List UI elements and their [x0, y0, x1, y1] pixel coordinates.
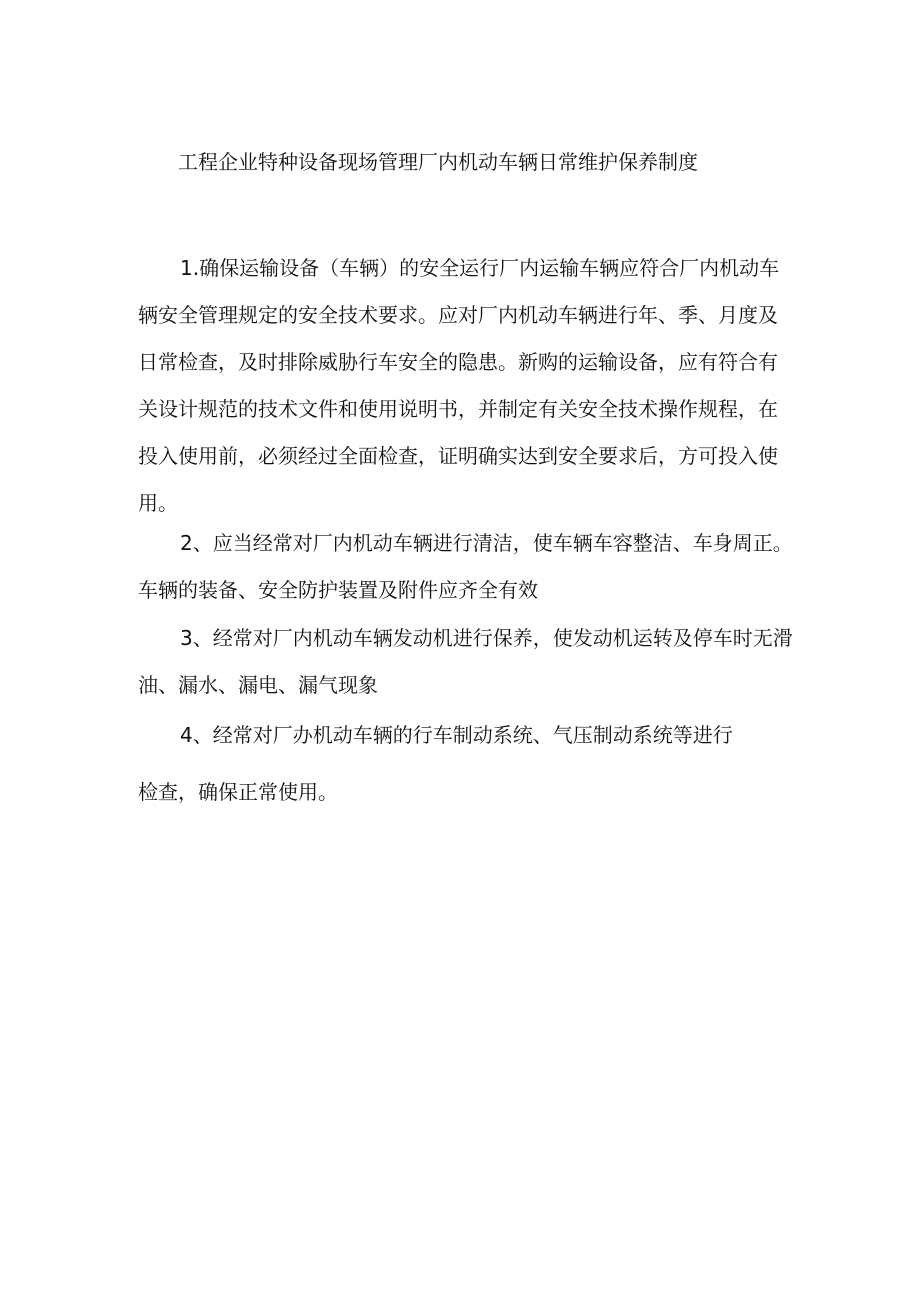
paragraph-line: 投入使用前，必须经过全面检查，证明确实达到安全要求后，方可投入使 [138, 444, 778, 468]
paragraph-line: 车辆的装备、安全防护装置及附件应齐全有效 [138, 578, 538, 602]
paragraph-4 [138, 712, 792, 816]
paragraph-line: 关设计规范的技术文件和使用说明书，并制定有关安全技术操作规程，在 [138, 397, 778, 421]
paragraph-line: 检查，确保正常使用。 [138, 780, 338, 804]
paragraph-1 [138, 245, 792, 527]
paragraph-line: 3、经常对厂内机动车辆发动机进行保养，使发动机运转及停车时无滑 [180, 626, 793, 650]
paragraph-line: 辆安全管理规定的安全技术要求。应对厂内机动车辆进行年、季、月度及 [138, 303, 778, 327]
paragraph-line: 2、应当经常对厂内机动车辆进行清洁，使车辆车容整洁、车身周正。 [180, 531, 793, 555]
paragraph-line: 日常检查，及时排除威胁行车安全的隐患。新购的运输设备，应有符合有 [138, 350, 778, 374]
paragraph-line: 4、经常对厂办机动车辆的行车制动系统、气压制动系统等进行 [180, 723, 733, 747]
paragraph-line: 1.确保运输设备（车辆）的安全运行厂内运输车辆应符合厂内机动车 [180, 256, 780, 280]
paragraph-line: 用。 [138, 491, 178, 515]
paragraph-line: 油、漏水、漏电、漏气现象 [138, 673, 378, 697]
paragraph-3 [138, 615, 792, 709]
document-title: 工程企业特种设备现场管理厂内机动车辆日常维护保养制度 [178, 150, 698, 174]
paragraph-2 [138, 520, 792, 614]
